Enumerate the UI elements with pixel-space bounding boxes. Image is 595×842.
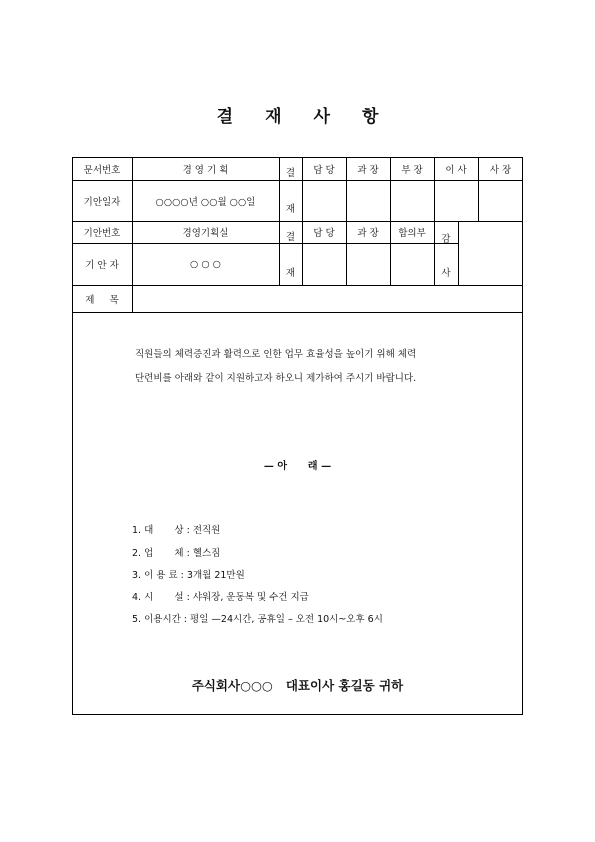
grid-line [458, 221, 459, 285]
document-title [0, 102, 595, 127]
subject-label: 제 목 [85, 294, 119, 306]
body-paragraph-line: 직원들의 체력증진과 활력으로 인한 업무 효율성을 높이기 위해 체력 [135, 349, 417, 360]
approval-label-top: 결 [285, 232, 296, 243]
drafter-label: 기 안 자 [85, 260, 119, 271]
grid-line [72, 312, 523, 313]
title-char: 재 [265, 107, 282, 127]
draft-date-value: ○○○○년 ○○월 ○○일 [155, 196, 256, 208]
role-section-chief: 과 장 [357, 164, 379, 176]
audit-label-bottom: 사 [441, 268, 451, 279]
role-section-chief: 과 장 [357, 228, 379, 239]
grid-line [302, 180, 523, 181]
list-item: 2. 업 체 : 헬스짐 [132, 548, 221, 559]
drafter-value: ○ ○ ○ [190, 258, 221, 270]
signature-line: 주식회사○○○ 대표이사 홍길동 귀하 [191, 678, 404, 693]
approval-label-top: 결 [285, 168, 296, 179]
approval-label-bottom: 재 [285, 268, 296, 279]
list-item: 5. 이용시간 : 평일 —24시간, 공휴일 – 오전 10시~오후 6시 [132, 614, 383, 625]
role-president: 사 장 [489, 164, 512, 176]
audit-label-top: 감 [441, 234, 451, 245]
list-item: 4. 시 설 : 샤워장, 운동복 및 수건 지급 [132, 592, 309, 603]
approval-label-bottom: 재 [285, 204, 296, 215]
role-department-head: 부 장 [401, 164, 423, 176]
list-item: 3. 이 용 료 : 3개월 21만원 [132, 570, 245, 581]
subject-value [132, 285, 523, 312]
body-paragraph-line: 단련비를 아래와 같이 지원하고자 하오니 제가하여 주시기 바랍니다. [135, 373, 417, 384]
role-staff: 담 당 [313, 164, 335, 176]
section-heading: — 아 래 — [263, 461, 332, 472]
title-char: 항 [361, 107, 379, 127]
role-director: 이 사 [445, 164, 467, 176]
draft-number-label: 기안번호 [83, 228, 121, 239]
doc-number-value: 경 영 기 획 [182, 164, 229, 176]
role-staff: 담 당 [313, 228, 335, 239]
list-item: 1. 대 상 : 전직원 [132, 525, 221, 536]
role-consultation-dept: 합의부 [398, 228, 426, 239]
draft-date-label: 기안일자 [83, 196, 121, 208]
doc-number-label: 문서번호 [83, 164, 121, 176]
title-char: 결 [216, 107, 234, 127]
draft-number-value: 경영기획실 [182, 228, 229, 239]
title-char: 사 [313, 107, 330, 127]
